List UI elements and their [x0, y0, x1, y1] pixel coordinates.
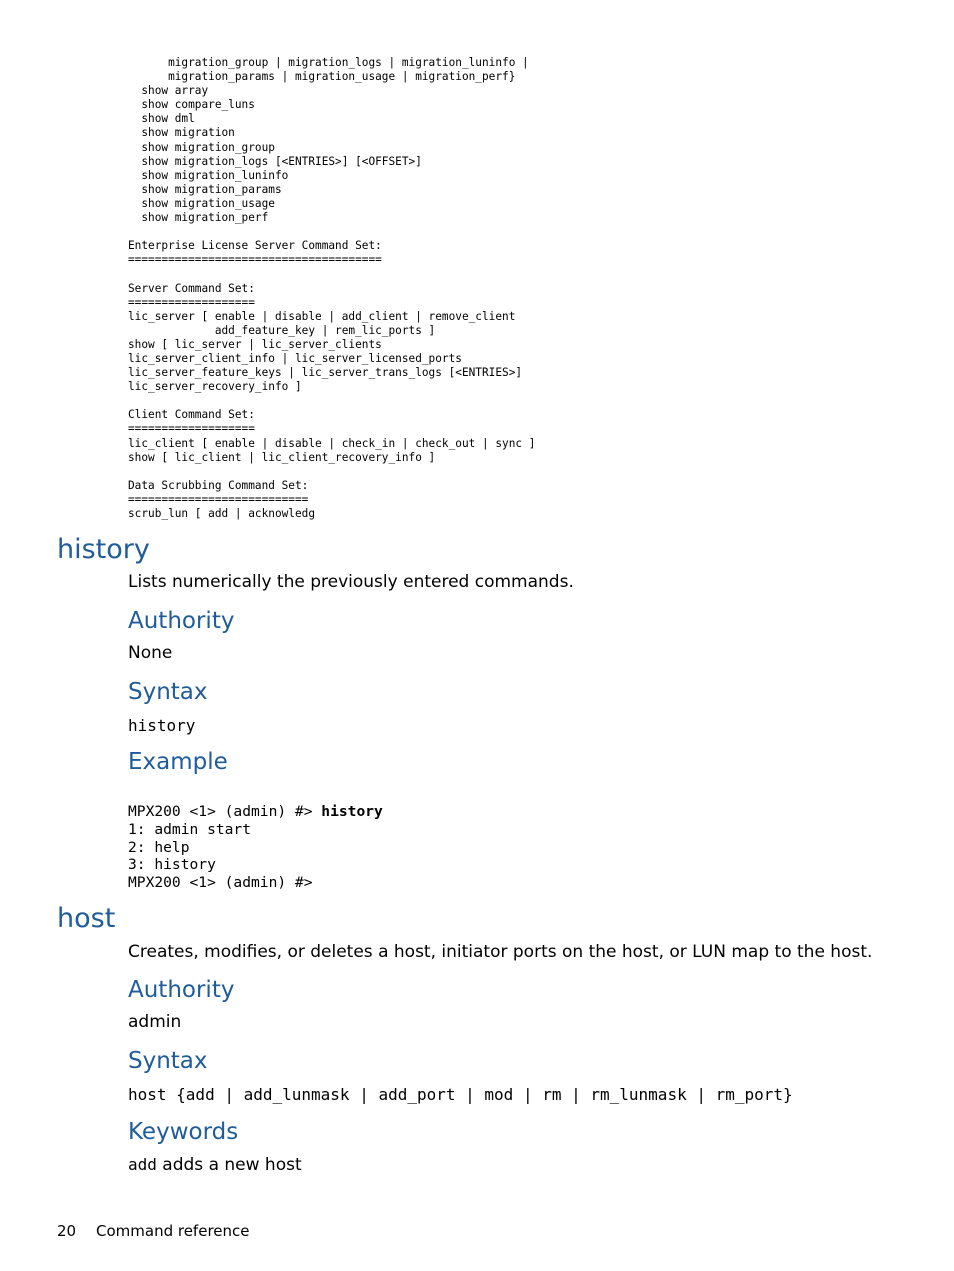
code-line: show compare_luns	[128, 98, 255, 112]
code-line: show migration_luninfo	[128, 168, 289, 182]
code-line: show migration	[128, 126, 235, 140]
example-output-line: 3: history	[128, 856, 216, 874]
code-line: lic_server_feature_keys | lic_server_trans_logs [<ENTRIES>]	[128, 366, 523, 380]
footer-section-name: Command reference	[96, 1222, 250, 1240]
keyword-term: add	[128, 1155, 157, 1174]
code-line: Client Command Set:	[128, 408, 255, 422]
host-syntax-value: host {add | add_lunmask | add_port | mod | rm | rm_lunmask | rm_port}	[128, 1085, 793, 1104]
code-line: Data Scrubbing Command Set:	[128, 478, 309, 492]
code-line: add_feature_key | rem_lic_ports ]	[128, 323, 436, 337]
code-line: ======================================	[128, 253, 382, 267]
code-line: lic_server [ enable | disable | add_client | remove_client	[128, 309, 516, 323]
code-line: ===================	[128, 422, 255, 436]
code-line: scrub_lun [ add | acknowledg	[128, 507, 316, 520]
history-authority-value: None	[128, 643, 173, 663]
history-syntax-value: history	[128, 716, 196, 735]
host-title: host	[57, 903, 116, 934]
code-line: migration_group | migration_logs | migration_luninfo |	[128, 56, 529, 69]
code-line: Enterprise License Server Command Set:	[128, 239, 382, 253]
example-output-line: 1: admin start	[128, 820, 252, 838]
code-line: show migration_usage	[128, 196, 275, 210]
example-output-line: MPX200 <1> (admin) #>	[128, 874, 313, 892]
code-line: show [ lic_server | lic_server_clients	[128, 337, 382, 351]
history-syntax-heading: Syntax	[128, 679, 208, 705]
history-example-heading: Example	[128, 749, 228, 775]
host-authority-value: admin	[128, 1012, 182, 1032]
keyword-description: adds a new host	[156, 1155, 302, 1175]
code-line: show migration_group	[128, 140, 275, 154]
code-line: ===========================	[128, 492, 309, 506]
history-title: history	[57, 534, 150, 565]
example-prompt: MPX200 <1> (admin) #>	[128, 803, 322, 820]
history-authority-heading: Authority	[128, 608, 235, 634]
host-keywords-heading: Keywords	[128, 1119, 239, 1145]
code-line: lic_server_client_info | lic_server_licensed_ports	[128, 351, 462, 365]
code-line: show [ lic_client | lic_client_recovery_info ]	[128, 450, 436, 464]
code-line: show migration_perf	[128, 211, 269, 225]
example-command: history	[321, 803, 383, 820]
example-output-line: 2: help	[128, 838, 190, 856]
code-line: migration_params | migration_usage | migration_perf}	[128, 70, 516, 84]
code-line: lic_client [ enable | disable | check_in | check_out | sync ]	[128, 436, 536, 450]
command-set-code-block	[128, 56, 535, 521]
page-number: 20	[57, 1222, 77, 1240]
code-line: show array	[128, 84, 209, 98]
host-syntax-heading: Syntax	[128, 1048, 208, 1074]
code-line: show migration_params	[128, 182, 282, 196]
code-line: Server Command Set:	[128, 281, 255, 295]
keyword-entry	[128, 1155, 302, 1175]
host-description: Creates, modifies, or deletes a host, initiator ports on the host, or LUN map to the host.	[128, 942, 873, 962]
code-line: ===================	[128, 295, 255, 309]
code-line: show dml	[128, 112, 195, 126]
history-description: Lists numerically the previously entered commands.	[128, 572, 574, 592]
code-line: lic_server_recovery_info ]	[128, 380, 302, 394]
code-line: show migration_logs [<ENTRIES>] [<OFFSET>]	[128, 154, 422, 168]
history-example-code	[128, 803, 383, 892]
host-authority-heading: Authority	[128, 977, 235, 1003]
